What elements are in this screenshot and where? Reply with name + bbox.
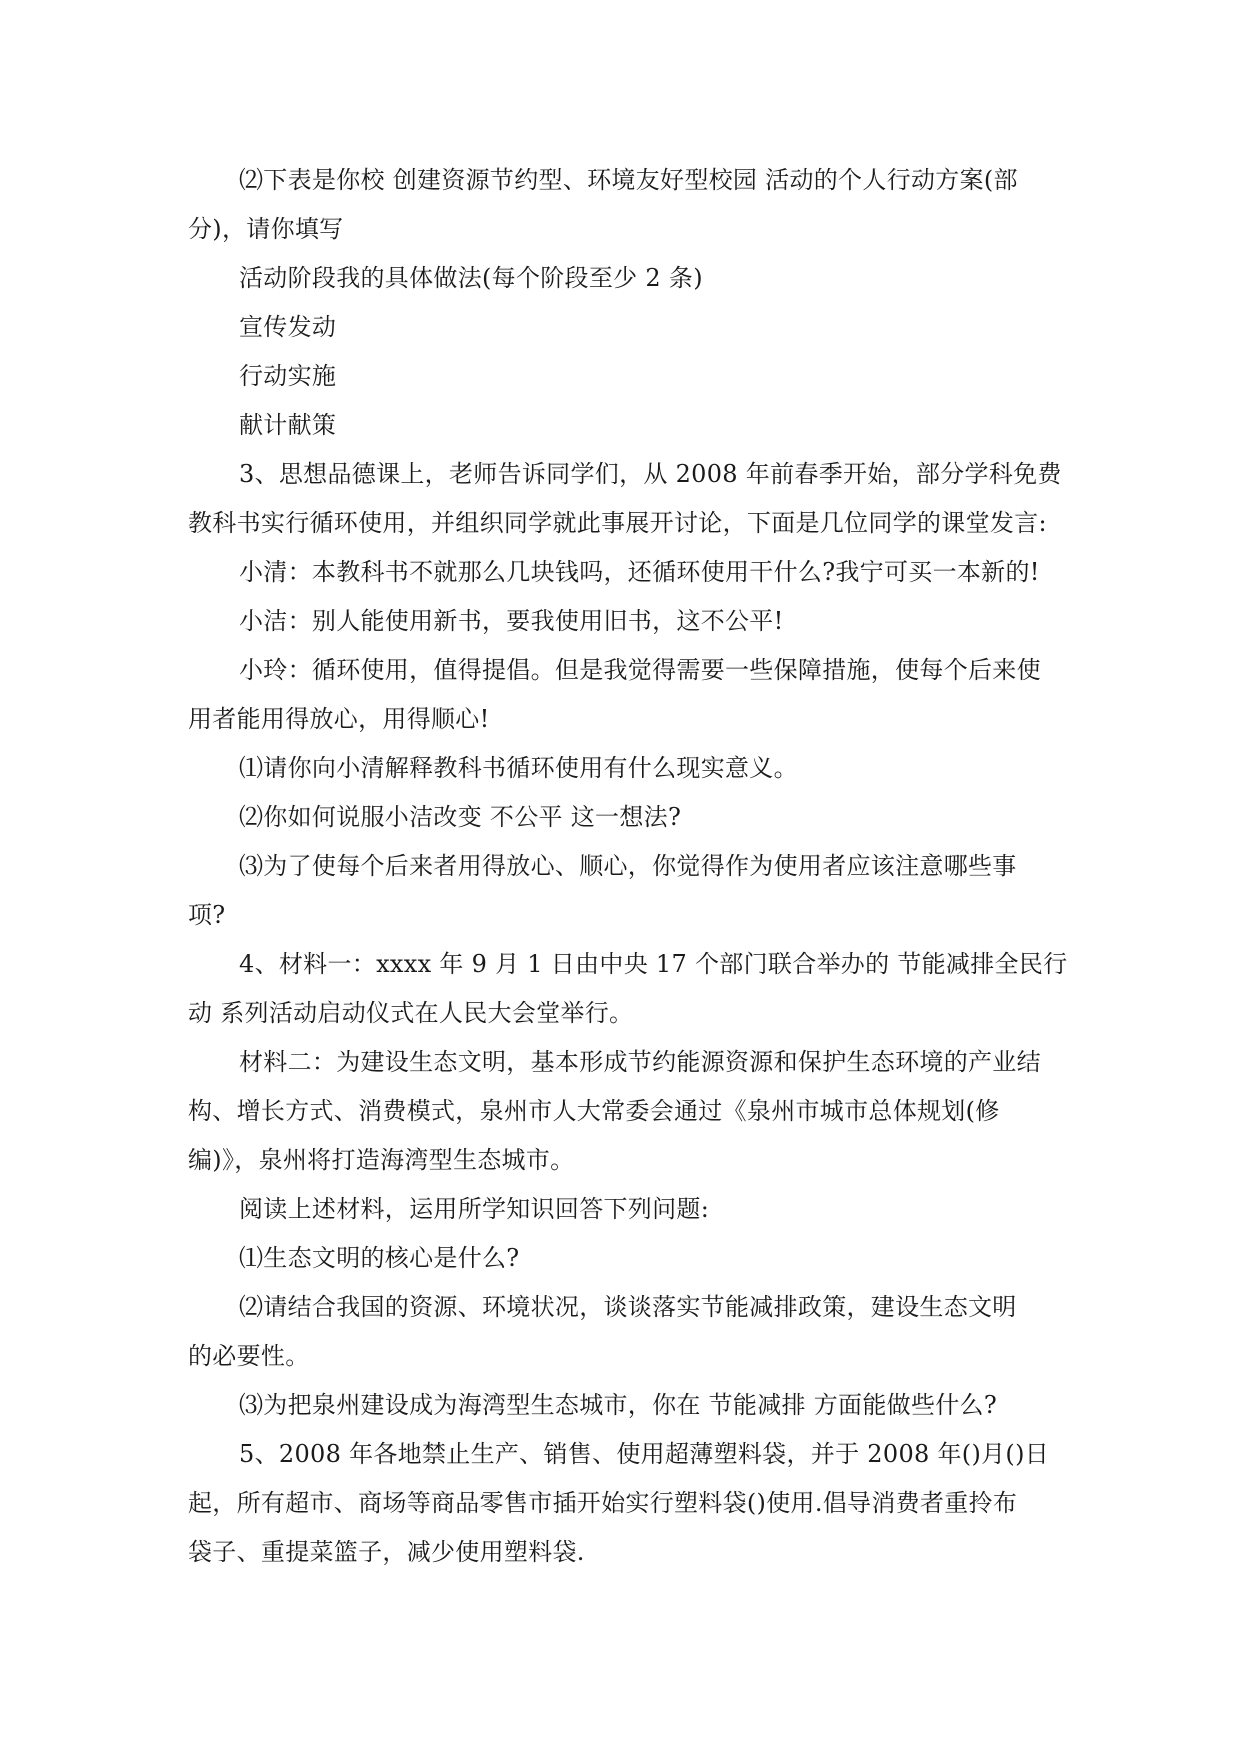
text-line: ⑴请你向小清解释教科书循环使用有什么现实意义。 [239, 754, 798, 782]
text-line: ⑴生态文明的核心是什么? [239, 1244, 520, 1272]
text-line: 用者能用得放心，用得顺心! [188, 705, 490, 733]
text-line: ⑶为把泉州建设成为海湾型生态城市，你在 节能减排 方面能做些什么? [239, 1391, 998, 1419]
text-line: 项? [188, 901, 226, 929]
text-line: 材料二：为建设生态文明，基本形成节约能源资源和保护生态环境的产业结 [239, 1048, 1041, 1076]
text-line: 起，所有超市、商场等商品零售市插开始实行塑料袋()使用.倡导消费者重拎布 [188, 1489, 1018, 1517]
text-line: ⑵下表是你校 创建资源节约型、环境友好型校园 活动的个人行动方案(部 [239, 166, 1018, 194]
text-line: 动 系列活动启动仪式在人民大会堂举行。 [188, 999, 634, 1027]
text-line: 构、增长方式、消费模式，泉州市人大常委会通过《泉州市城市总体规划(修 [188, 1097, 1000, 1125]
text-line: 行动实施 [239, 362, 337, 390]
text-line: 献计献策 [239, 411, 337, 439]
text-line: 的必要性。 [188, 1342, 310, 1370]
text-line: 小洁：别人能使用新书，要我使用旧书，这不公平! [239, 607, 784, 635]
text-line: ⑵请结合我国的资源、环境状况，谈谈落实节能减排政策，建设生态文明 [239, 1293, 1017, 1321]
text-line: 宣传发动 [239, 313, 337, 341]
text-line: 编)》，泉州将打造海湾型生态城市。 [188, 1146, 575, 1174]
text-line: 3、思想品德课上，老师告诉同学们，从 2008 年前春季开始，部分学科免费 [239, 460, 1062, 488]
text-line: 活动阶段我的具体做法(每个阶段至少 2 条) [239, 264, 703, 292]
text-line: ⑵你如何说服小洁改变 不公平 这一想法? [239, 803, 682, 831]
text-line: 4、材料一：xxxx 年 9 月 1 日由中央 17 个部门联合举办的 节能减排全民行 [239, 950, 1068, 978]
text-line: 分)，请你填写 [188, 215, 344, 243]
text-line: ⑶为了使每个后来者用得放心、顺心，你觉得作为使用者应该注意哪些事 [239, 852, 1017, 880]
text-line: 教科书实行循环使用，并组织同学就此事展开讨论，下面是几位同学的课堂发言: [188, 509, 1047, 537]
text-line: 袋子、重提菜篮子，减少使用塑料袋. [188, 1538, 585, 1566]
document-page [188, 156, 1068, 1577]
text-line: 5、2008 年各地禁止生产、销售、使用超薄塑料袋，并于 2008 年()月()日 [239, 1440, 1050, 1468]
text-line: 小玲：循环使用，值得提倡。但是我觉得需要一些保障措施，使每个后来使 [239, 656, 1041, 684]
text-line: 小清：本教科书不就那么几块钱吗，还循环使用干什么?我宁可买一本新的! [239, 558, 1040, 586]
text-line: 阅读上述材料，运用所学知识回答下列问题: [239, 1195, 710, 1223]
